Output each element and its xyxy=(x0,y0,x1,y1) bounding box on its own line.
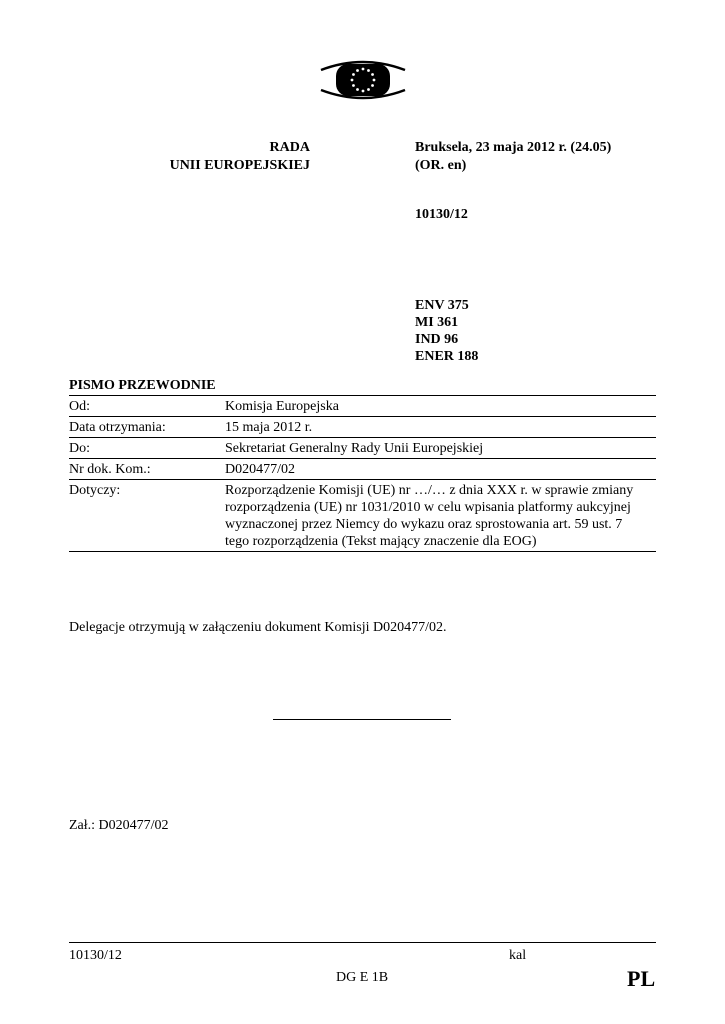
cover-note-table xyxy=(69,395,656,552)
footer-language: PL xyxy=(627,966,656,991)
footer-dg: DG E 1B xyxy=(336,970,389,985)
subject-line: Rozporządzenie Komisji (UE) nr …/… z dnia XXX r. w sprawie zmiany xyxy=(225,483,634,498)
star-icon xyxy=(356,69,359,72)
date-line: Bruksela, 23 maja 2012 r. (24.05) xyxy=(415,140,612,155)
table-row xyxy=(69,395,656,416)
separator-line xyxy=(273,719,451,720)
footer-doc-number: 10130/12 xyxy=(69,948,122,963)
table-row xyxy=(69,479,656,552)
document-number: 10130/12 xyxy=(415,207,468,222)
subject-line: tego rozporządzenia (Tekst mający znaczenie dla EOG) xyxy=(225,534,537,549)
star-icon xyxy=(367,88,370,91)
star-icon xyxy=(356,88,359,91)
row-label: Nr dok. Kom.: xyxy=(69,462,151,477)
council-name xyxy=(160,139,310,175)
subject-line: wyznaczonej przez Niemcy do wykazu oraz sprostowania art. 59 ust. 7 xyxy=(225,517,623,532)
star-icon xyxy=(371,84,374,87)
row-value: Komisja Europejska xyxy=(225,399,339,414)
council-line-2: UNII EUROPEJSKIEJ xyxy=(169,158,310,173)
row-label: Od: xyxy=(69,399,90,414)
row-value xyxy=(225,482,656,550)
code-item: IND 96 xyxy=(415,332,459,347)
star-icon xyxy=(351,79,354,82)
code-item: MI 361 xyxy=(415,315,459,330)
body-text: Delegacje otrzymują w załączeniu dokument Komisji D020477/02. xyxy=(69,620,447,635)
footer-initials: kal xyxy=(509,948,527,963)
row-label: Do: xyxy=(69,441,90,456)
eu-council-logo-icon xyxy=(318,56,408,104)
row-value: Sekretariat Generalny Rady Unii Europejskiej xyxy=(225,441,484,456)
row-label: Data otrzymania: xyxy=(69,420,166,435)
council-line-1: RADA xyxy=(269,140,310,155)
table-row xyxy=(69,458,656,479)
star-icon xyxy=(362,68,365,71)
table-row xyxy=(69,416,656,437)
attachment-reference: Zał.: D020477/02 xyxy=(69,818,169,833)
subject-line: rozporządzenia (UE) nr 1031/2010 w celu wpisania platformy aukcyjnej xyxy=(225,500,631,515)
code-item: ENER 188 xyxy=(415,349,479,364)
footer-divider xyxy=(69,942,656,943)
star-icon xyxy=(373,79,376,82)
cover-note-title: PISMO PRZEWODNIE xyxy=(69,378,216,393)
star-icon xyxy=(367,69,370,72)
star-icon xyxy=(352,73,355,76)
star-icon xyxy=(352,84,355,87)
row-value: D020477/02 xyxy=(225,462,295,477)
date-block xyxy=(415,139,611,175)
star-icon xyxy=(362,90,365,93)
original-language: (OR. en) xyxy=(415,158,467,173)
row-label: Dotyczy: xyxy=(69,483,121,498)
row-value: 15 maja 2012 r. xyxy=(225,420,313,435)
table-row xyxy=(69,437,656,458)
code-item: ENV 375 xyxy=(415,298,469,313)
star-icon xyxy=(371,73,374,76)
classification-codes xyxy=(415,297,478,365)
